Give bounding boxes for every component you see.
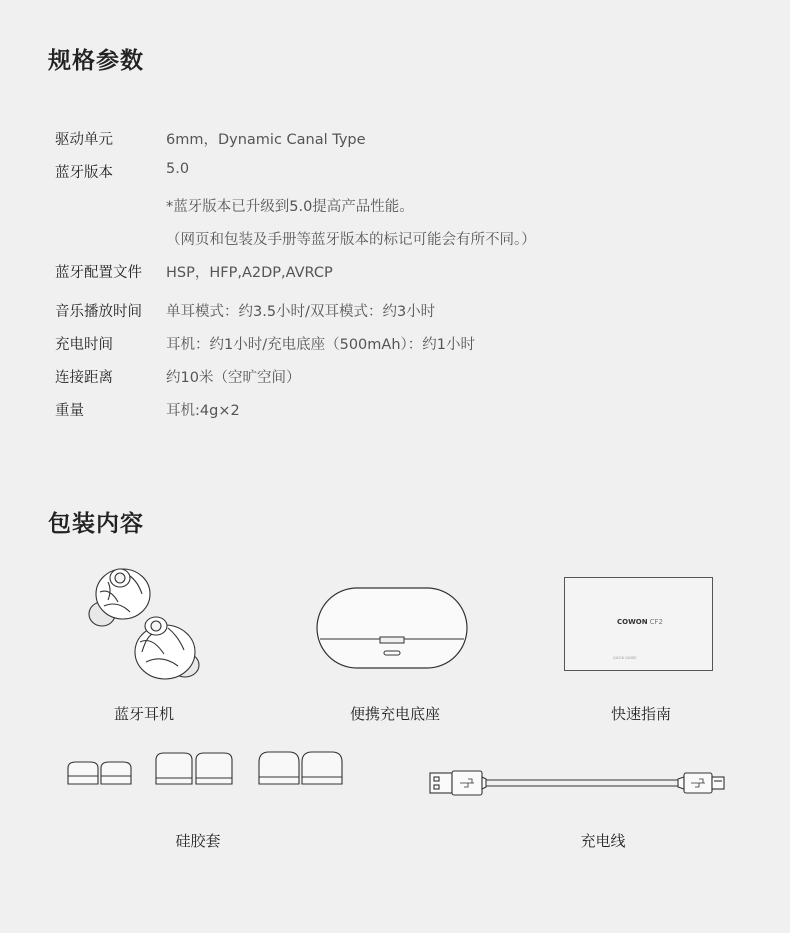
earbuds-icon (80, 562, 210, 692)
spec-value: 6mm，Dynamic Canal Type (166, 132, 366, 148)
guide-brand-text: COWON CF2 (617, 618, 663, 626)
package-caption-earbuds: 蓝牙耳机 (113, 705, 174, 723)
ear-tips-icon (64, 750, 344, 788)
spec-label: 驱动单元 (55, 132, 113, 148)
spec-note: （网页和包装及手册等蓝牙版本的标记可能会有所不同。） (166, 232, 536, 248)
package-caption-case: 便携充电底座 (349, 705, 440, 723)
spec-label: 充电时间 (55, 337, 113, 353)
spec-value: 耳机：约1小时/充电底座（500mAh）：约1小时 (166, 337, 475, 353)
spec-label: 音乐播放时间 (55, 304, 142, 320)
spec-value: HSP，HFP,A2DP,AVRCP (166, 265, 333, 281)
spec-value: 耳机:4g×2 (166, 403, 240, 419)
package-title: 包装内容 (48, 511, 144, 537)
spec-value: 单耳模式：约3.5小时/双耳模式：约3小时 (166, 304, 436, 320)
spec-label: 蓝牙版本 (55, 165, 113, 181)
spec-label: 重量 (55, 403, 84, 419)
charging-case-icon (314, 585, 470, 671)
specs-title: 规格参数 (48, 48, 144, 74)
quick-guide-icon (564, 577, 713, 671)
spec-value: 约10米（空旷空间） (166, 370, 301, 386)
guide-small-text: QUICK GUIDE (613, 656, 637, 660)
package-caption-guide: 快速指南 (610, 705, 671, 723)
spec-label: 蓝牙配置文件 (55, 265, 142, 281)
spec-label: 连接距离 (55, 370, 113, 386)
spec-value: 5.0 (166, 161, 190, 177)
spec-note: *蓝牙版本已升级到5.0提高产品性能。 (166, 199, 414, 215)
package-caption-cable: 充电线 (580, 832, 626, 850)
package-caption-ear-tips: 硅胶套 (175, 832, 221, 850)
usb-cable-icon (428, 768, 728, 798)
